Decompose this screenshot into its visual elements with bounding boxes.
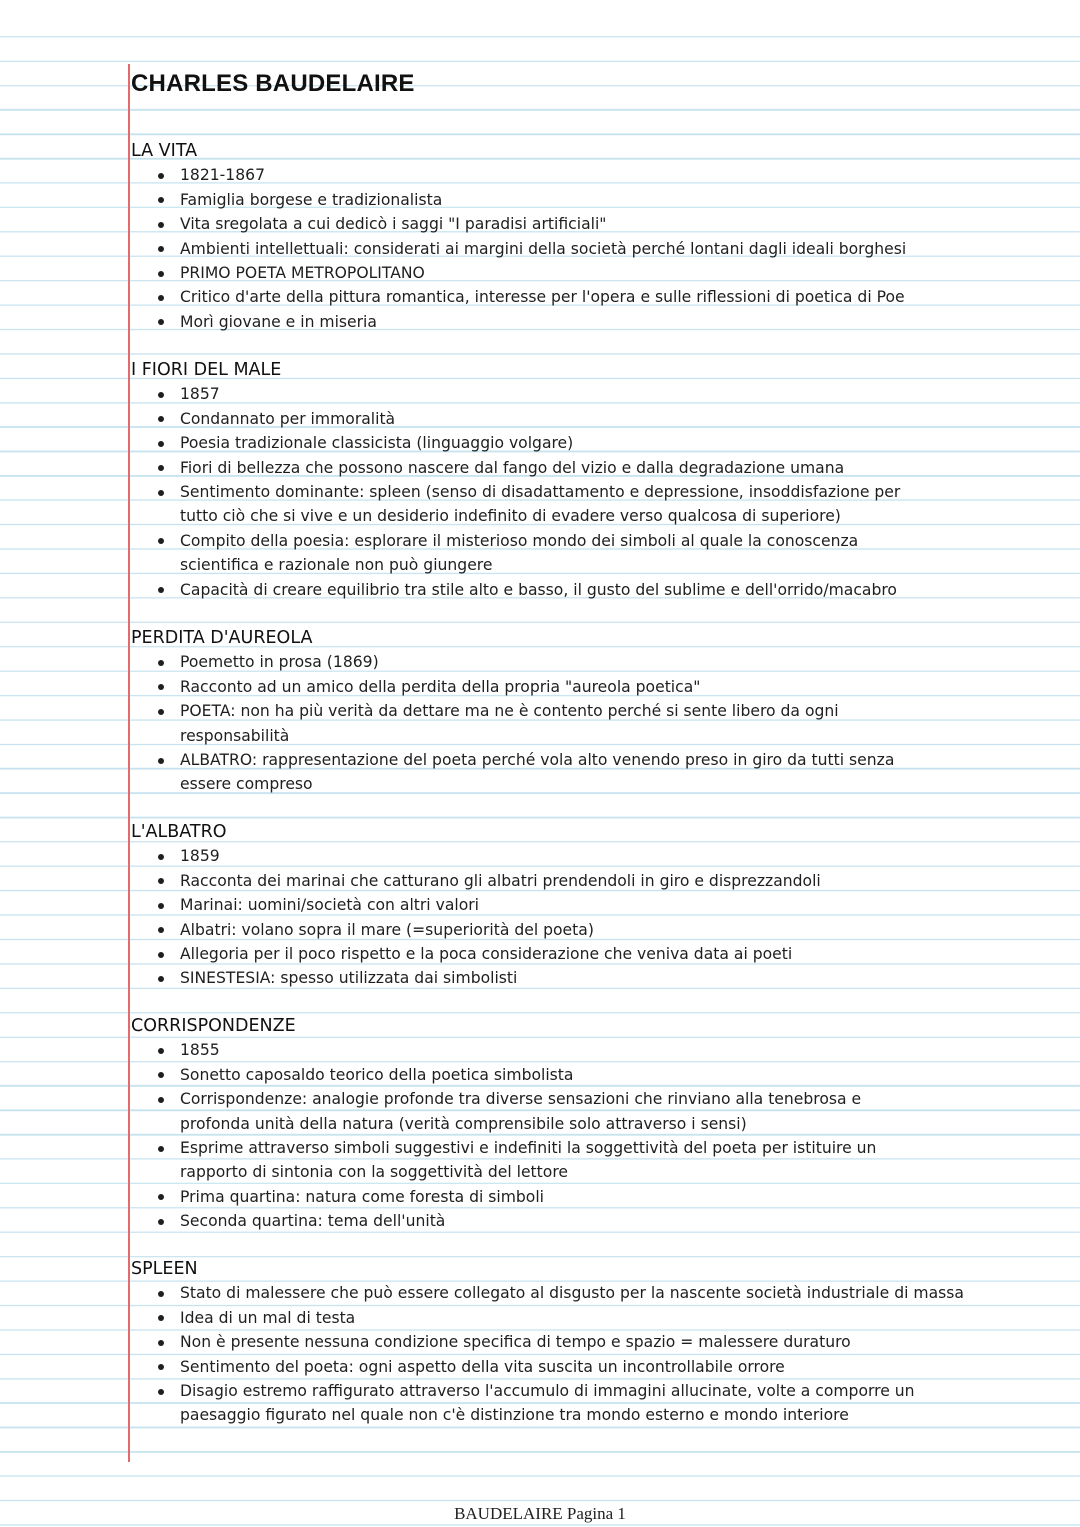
list-item: SINESTESIA: spesso utilizzata dai simbolisti <box>131 966 991 990</box>
list-item: Corrispondenze: analogie profonde tra diverse sensazioni che rinviano alla tenebrosa e profonda unità della natura (verità comprensibile solo attraverso i sensi) <box>131 1087 921 1136</box>
list-item: Critico d'arte della pittura romantica, interesse per l'opera e sulle riflessioni di poetica di Poe <box>131 285 991 309</box>
list-item: Idea di un mal di testa <box>131 1306 966 1330</box>
list-item: Non è presente nessuna condizione specifica di tempo e spazio = malessere duraturo <box>131 1330 966 1354</box>
list-item: PRIMO POETA METROPOLITANO <box>131 261 991 285</box>
list-item: Seconda quartina: tema dell'unità <box>131 1209 921 1233</box>
list-item: Sonetto caposaldo teorico della poetica simbolista <box>131 1063 921 1087</box>
list-item: Vita sregolata a cui dedicò i saggi "I paradisi artificiali" <box>131 212 991 236</box>
list-item: 1855 <box>131 1038 921 1062</box>
bullet-list <box>131 650 931 796</box>
list-item: Esprime attraverso simboli suggestivi e indefiniti la soggettività del poeta per istituire un rapporto di sintonia con la soggettività del lettore <box>131 1136 921 1185</box>
list-item: 1857 <box>131 382 931 406</box>
section-heading: PERDITA D'AUREOLA <box>131 628 313 648</box>
list-item: Compito della poesia: esplorare il misterioso mondo dei simboli al quale la conoscenza scientifica e razionale non può giungere <box>131 529 931 578</box>
section-heading: CORRISPONDENZE <box>131 1016 296 1036</box>
list-item: Disagio estremo raffigurato attraverso l'accumulo di immagini allucinate, volte a comporre un paesaggio figurato nel quale non c'è distinzione tra mondo esterno e mondo interiore <box>131 1379 966 1428</box>
section-spleen <box>131 1257 1061 1428</box>
list-item: Sentimento dominante: spleen (senso di disadattamento e depressione, insoddisfazione per tutto ciò che si vive e un desiderio indefinito di evadere verso qualcosa di superiore) <box>131 480 931 529</box>
list-item: Poemetto in prosa (1869) <box>131 650 931 674</box>
section-heading: L'ALBATRO <box>131 822 227 842</box>
list-item: 1821-1867 <box>131 163 991 187</box>
list-item: Condannato per immoralità <box>131 407 931 431</box>
list-item: Sentimento del poeta: ogni aspetto della vita suscita un incontrollabile orrore <box>131 1355 966 1379</box>
list-item: POETA: non ha più verità da dettare ma ne è contento perché si sente libero da ogni responsabilità <box>131 699 931 748</box>
section-heading: I FIORI DEL MALE <box>131 360 282 380</box>
list-item: Marinai: uomini/società con altri valori <box>131 893 991 917</box>
page-footer: BAUDELAIRE Pagina 1 <box>454 1504 626 1523</box>
list-item: Fiori di bellezza che possono nascere dal fango del vizio e dalla degradazione umana <box>131 456 931 480</box>
section-heading: SPLEEN <box>131 1259 198 1279</box>
section-perdita-d-aureola <box>131 626 1061 797</box>
bullet-list <box>131 1038 921 1233</box>
list-item: Famiglia borgese e tradizionalista <box>131 188 991 212</box>
bullet-list <box>131 844 991 990</box>
page-title: CHARLES BAUDELAIRE <box>131 70 415 97</box>
section-corrispondenze <box>131 1014 1061 1234</box>
list-item: Stato di malessere che può essere collegato al disgusto per la nascente società industriale di massa <box>131 1281 966 1305</box>
section-i-fiori-del-male <box>131 358 1061 602</box>
section-l-albatro <box>131 820 1061 991</box>
notebook-margin-line <box>128 64 130 1462</box>
list-item: Allegoria per il poco rispetto e la poca considerazione che veniva data ai poeti <box>131 942 991 966</box>
bullet-list <box>131 382 931 602</box>
list-item: Morì giovane e in miseria <box>131 310 991 334</box>
list-item: Poesia tradizionale classicista (linguaggio volgare) <box>131 431 931 455</box>
list-item: Ambienti intellettuali: considerati ai margini della società perché lontani dagli ideali borghesi <box>131 237 991 261</box>
bullet-list <box>131 163 991 334</box>
section-heading: LA VITA <box>131 141 198 161</box>
list-item: Prima quartina: natura come foresta di simboli <box>131 1185 921 1209</box>
section-la-vita <box>131 139 1061 334</box>
list-item: 1859 <box>131 844 991 868</box>
list-item: Capacità di creare equilibrio tra stile alto e basso, il gusto del sublime e dell'orrido/macabro <box>131 578 931 602</box>
bullet-list <box>131 1281 966 1427</box>
list-item: Racconto ad un amico della perdita della propria "aureola poetica" <box>131 675 931 699</box>
list-item: ALBATRO: rappresentazione del poeta perché vola alto venendo preso in giro da tutti senza essere compreso <box>131 748 931 797</box>
list-item: Albatri: volano sopra il mare (=superiorità del poeta) <box>131 918 991 942</box>
list-item: Racconta dei marinai che catturano gli albatri prendendoli in giro e disprezzandoli <box>131 869 991 893</box>
